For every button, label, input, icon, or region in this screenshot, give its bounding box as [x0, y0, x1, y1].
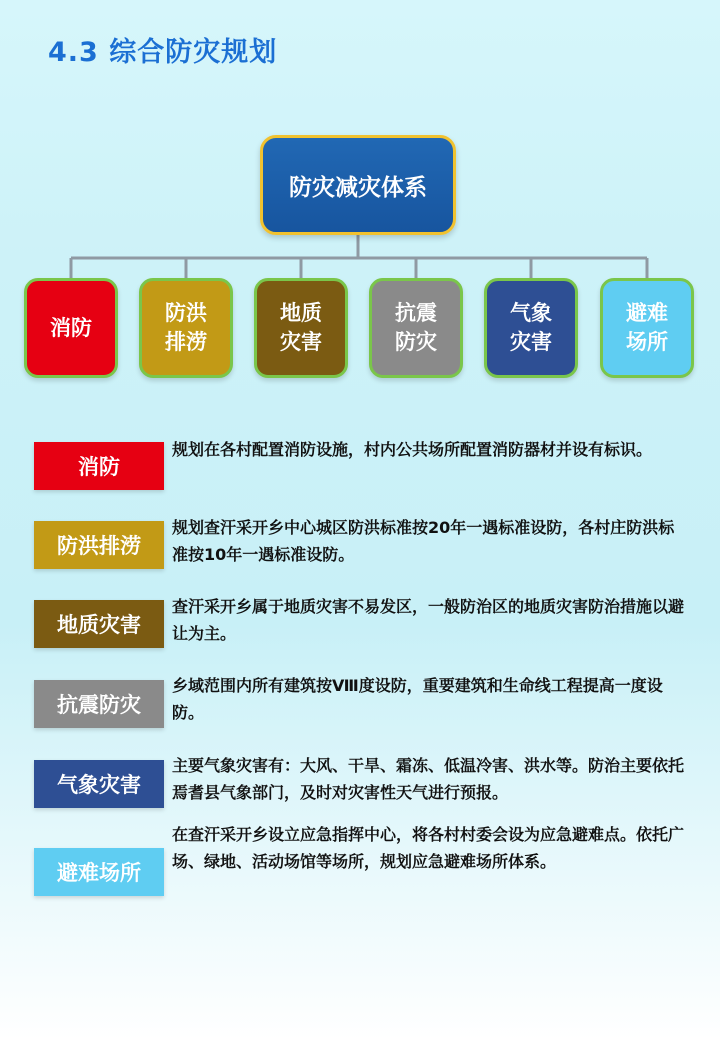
- detail-text: 主要气象灾害有：大风、干旱、霜冻、低温冷害、洪水等。防治主要依托焉耆县气象部门，及时对灾害性天气进行预报。: [172, 756, 685, 802]
- category-label: 场所: [626, 330, 668, 354]
- detail-text: 规划在各村配置消防设施，村内公共场所配置消防器材并设有标识。: [172, 440, 653, 459]
- category-label: 抗震: [395, 301, 437, 325]
- category-label: 气象: [510, 301, 552, 325]
- root-node: 防灾减灾体系: [260, 135, 456, 235]
- detail-tag: 防洪排涝: [34, 521, 164, 569]
- detail-tag: 抗震防灾: [34, 680, 164, 728]
- category-label: 地质: [280, 301, 322, 325]
- detail-tag: 避难场所: [34, 848, 164, 896]
- category-node-flood: [139, 278, 233, 378]
- detail-tag: 消防: [34, 442, 164, 490]
- category-node-earthquake: [369, 278, 463, 378]
- category-label: 排涝: [165, 330, 207, 354]
- category-label: 灾害: [280, 330, 322, 354]
- detail-text: 规划查汗采开乡中心城区防洪标准按20年一遇标准设防，各村庄防洪标准按10年一遇标准设防。: [172, 518, 675, 564]
- category-node-shelter: [600, 278, 694, 378]
- detail-tag: 地质灾害: [34, 600, 164, 648]
- category-label: 消防: [50, 315, 92, 340]
- page-title: 4.3 综合防灾规划: [48, 37, 278, 68]
- category-label: 避难: [626, 301, 668, 325]
- detail-text: 查汗采开乡属于地质灾害不易发区，一般防治区的地质灾害防治措施以避让为主。: [172, 597, 685, 643]
- category-label: 防洪: [165, 301, 207, 325]
- detail-text: 乡域范围内所有建筑按Ⅷ度设防，重要建筑和生命线工程提高一度设防。: [172, 676, 663, 722]
- category-node-fire: [24, 278, 118, 378]
- category-node-geology: [254, 278, 348, 378]
- category-node-weather: [484, 278, 578, 378]
- category-label: 灾害: [510, 330, 552, 354]
- detail-text: 在查汗采开乡设立应急指挥中心，将各村村委会设为应急避难点。依托广场、绿地、活动场馆等场所，规划应急避难场所体系。: [172, 825, 685, 871]
- detail-tag: 气象灾害: [34, 760, 164, 808]
- category-label: 防灾: [395, 330, 437, 354]
